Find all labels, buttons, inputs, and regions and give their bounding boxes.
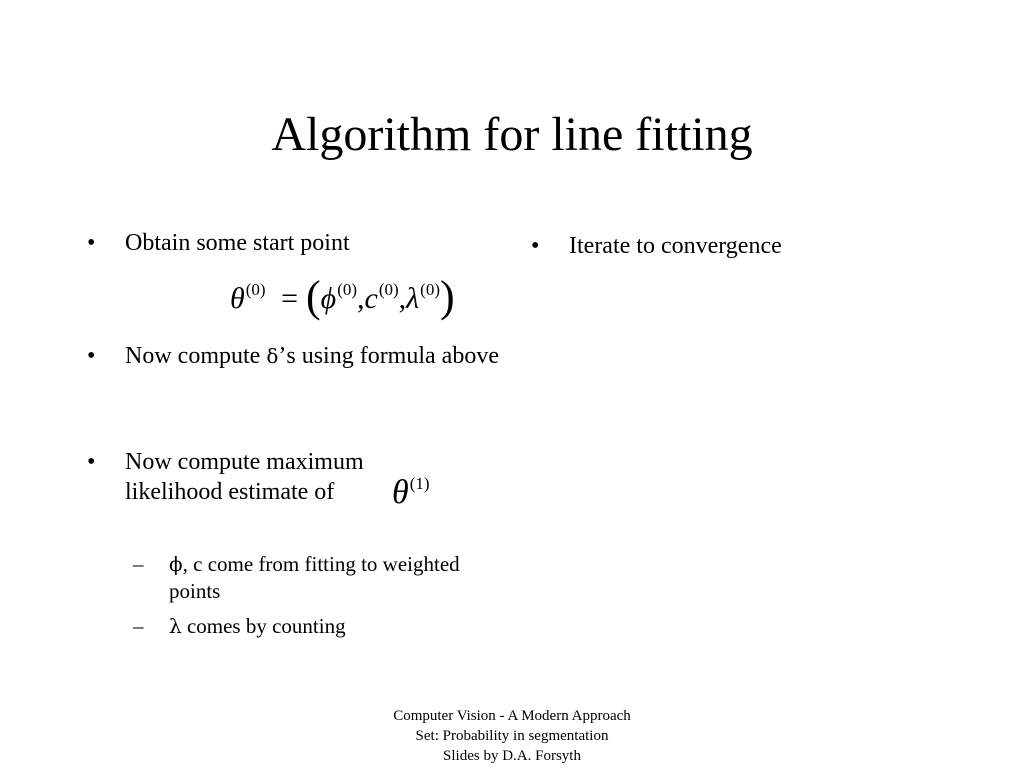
phi-symbol: ϕ [169, 552, 183, 576]
eq-comma-1: , [357, 282, 365, 315]
bullet-text: Now compute maximum likelihood estimate of [125, 449, 364, 505]
eq-c: c [364, 282, 378, 315]
sub-bullet-dash: – [133, 614, 144, 638]
sub-bullet-rest: , c come from fitting to weighted points [169, 552, 460, 603]
equation-start-point [230, 268, 515, 324]
eq-c-sup: (0) [378, 280, 399, 299]
sub-bullet-phi-c [133, 551, 463, 605]
bullet-glyph: • [87, 449, 96, 475]
delta-symbol: δ [266, 344, 279, 368]
bullet-compute-delta [87, 341, 507, 371]
footer-line-course: Computer Vision - A Modern Approach [393, 708, 631, 724]
eq-comma-2: , [398, 282, 407, 315]
bullet-text [125, 341, 507, 371]
bullet-text-suffix: ’s using formula above [278, 343, 499, 369]
eq-close-paren: ) [440, 272, 455, 321]
sub-bullet-text [169, 613, 463, 640]
eq-theta: θ [230, 282, 245, 315]
sub-bullet-lambda [133, 613, 463, 640]
bullet-glyph: • [531, 233, 540, 259]
sub-bullet-rest: comes by counting [181, 614, 346, 638]
lambda-symbol: λ [169, 614, 182, 638]
bullet-text-prefix: Now compute [125, 343, 267, 369]
sub-bullet-text [169, 551, 463, 605]
bullet-max-likelihood [87, 447, 427, 507]
sub-bullet-dash: – [133, 552, 144, 576]
eq-phi-sup: (0) [337, 280, 358, 299]
eq-theta-sup: (0) [245, 280, 266, 299]
slide-title: Algorithm for line fitting [271, 108, 753, 161]
eq-phi: ϕ [320, 282, 337, 315]
eq-lambda: λ [406, 282, 420, 315]
slide-footer [312, 706, 712, 766]
footer-line-set: Set: Probability in segmentation [415, 728, 609, 744]
bullet-glyph: • [87, 343, 96, 369]
bullet-glyph: • [87, 230, 96, 256]
eq-open-paren: ( [306, 272, 321, 321]
bullet-start-point [87, 228, 507, 258]
eq-theta1-sup: (1) [409, 474, 430, 493]
eq-theta1: θ [392, 474, 409, 511]
bullet-iterate [531, 231, 951, 261]
eq-equals: = [281, 282, 298, 315]
footer-line-author: Slides by D.A. Forsyth [443, 748, 581, 764]
eq-lambda-sup: (0) [420, 280, 440, 299]
bullet-text: Iterate to convergence [569, 233, 782, 259]
bullet-text: Obtain some start point [125, 230, 350, 256]
equation-theta-1 [392, 474, 430, 512]
